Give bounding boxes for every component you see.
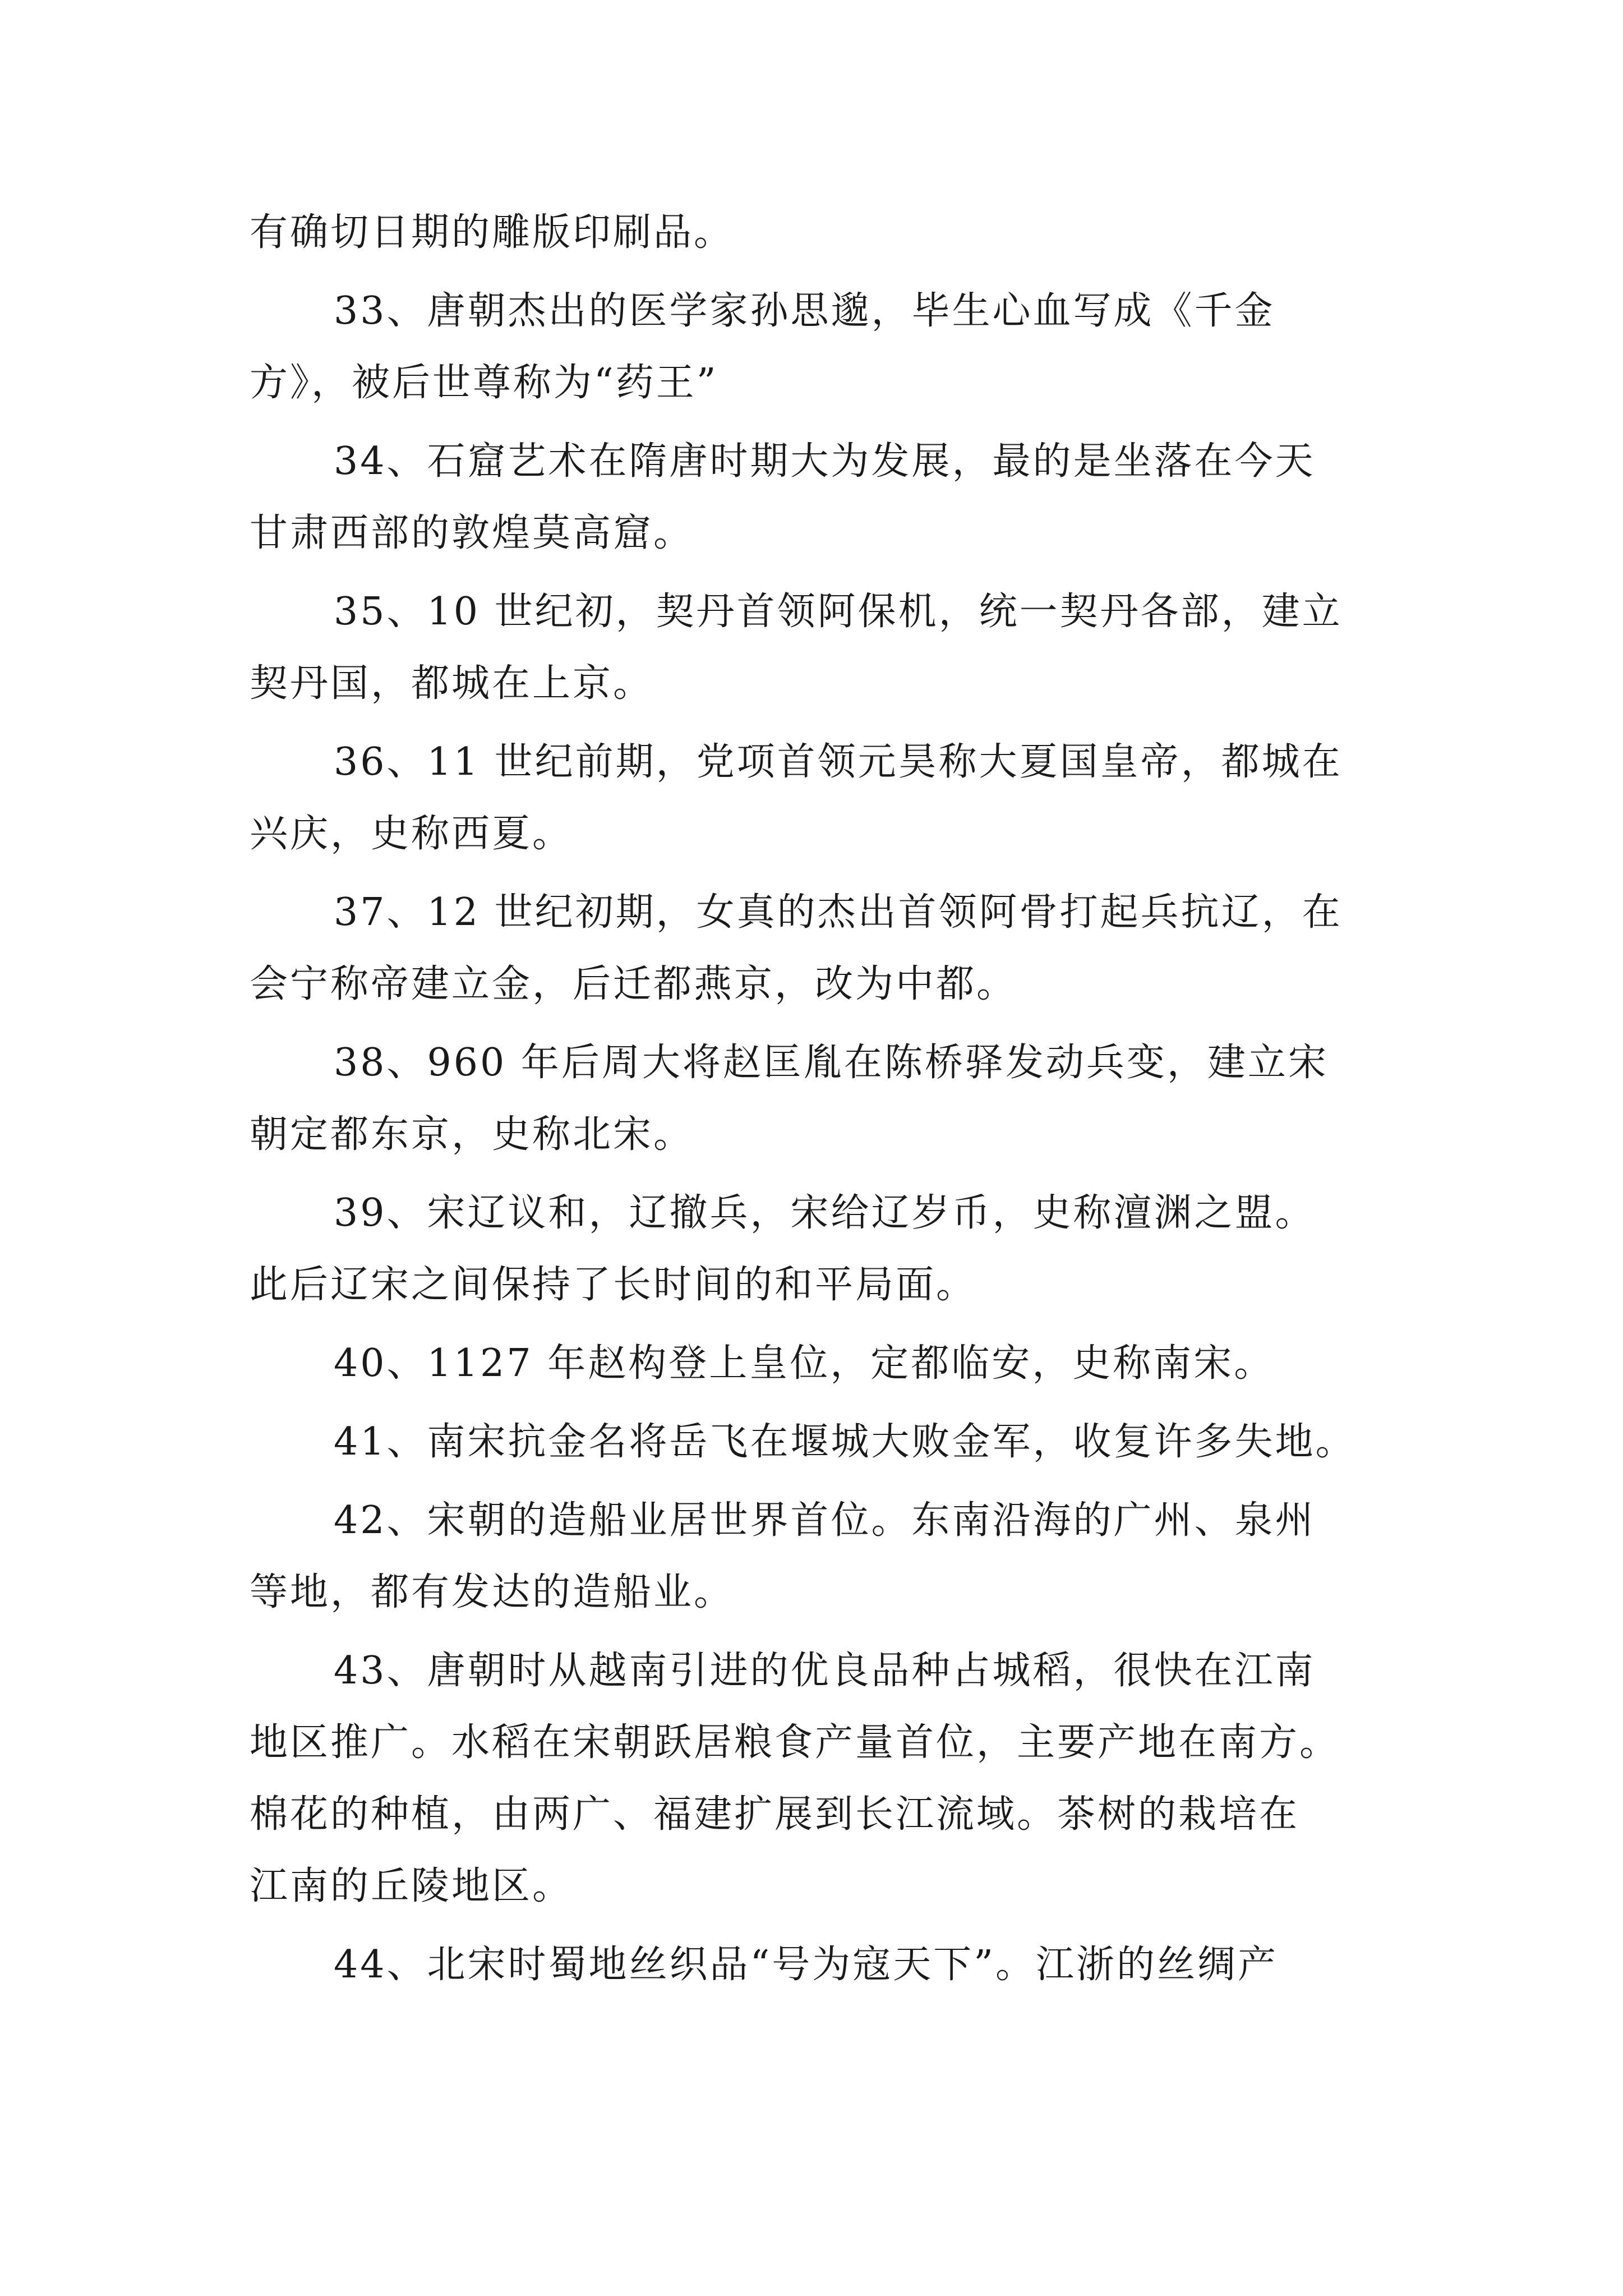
text-line: 此后辽宋之间保持了长时间的和平局面。 <box>250 1263 977 1307</box>
text-line: 棉花的种植，由两广、福建扩展到长江流域。茶树的栽培在 <box>250 1792 1300 1837</box>
text-line: 39、宋辽议和，辽撤兵，宋给辽岁币，史称澶渊之盟。 <box>334 1191 1316 1235</box>
text-line: 43、唐朝时从越南引进的优良品种占城稻，很快在江南 <box>334 1649 1316 1693</box>
text-line: 朝定都东京，史称北宋。 <box>250 1112 694 1157</box>
text-line: 42、宋朝的造船业居世界首位。东南沿海的广州、泉州 <box>334 1498 1316 1543</box>
text-line: 41、南宋抗金名将岳飞在堰城大败金军，收复许多失地。 <box>334 1420 1356 1464</box>
text-line: 36、11 世纪前期，党项首领元昊称大夏国皇帝，都城在 <box>334 740 1343 784</box>
text-line: 38、960 年后周大将赵匡胤在陈桥驿发动兵变，建立宋 <box>334 1041 1329 1085</box>
text-line: 37、12 世纪初期，女真的杰出首领阿骨打起兵抗辽，在 <box>334 890 1343 935</box>
text-line: 会宁称帝建立金，后迁都燕京，改为中都。 <box>250 962 1017 1006</box>
text-line: 兴庆，史称西夏。 <box>250 812 573 856</box>
text-line: 35、10 世纪初，契丹首领阿保机，统一契丹各部，建立 <box>334 590 1343 634</box>
text-line: 有确切日期的雕版印刷品。 <box>250 210 735 255</box>
text-line: 34、石窟艺术在隋唐时期大为发展，最的是坐落在今天 <box>334 439 1316 484</box>
text-line: 甘肃西部的敦煌莫高窟。 <box>250 511 694 555</box>
text-line: 方》，被后世尊称为“药王” <box>250 361 718 405</box>
text-line: 40、1127 年赵构登上皇位，定都临安，史称南宋。 <box>334 1341 1275 1386</box>
text-line: 33、唐朝杰出的医学家孙思邈，毕生心血写成《千金 <box>334 289 1275 333</box>
text-line: 等地，都有发达的造船业。 <box>250 1570 735 1614</box>
text-line: 江南的丘陵地区。 <box>250 1864 573 1908</box>
text-line: 44、北宋时蜀地丝织品“号为寇天下”。江浙的丝绸产 <box>334 1943 1279 1987</box>
text-line: 地区推广。水稻在宋朝跃居粮食产量首位，主要产地在南方。 <box>250 1720 1340 1765</box>
text-line: 契丹国，都城在上京。 <box>250 661 654 706</box>
